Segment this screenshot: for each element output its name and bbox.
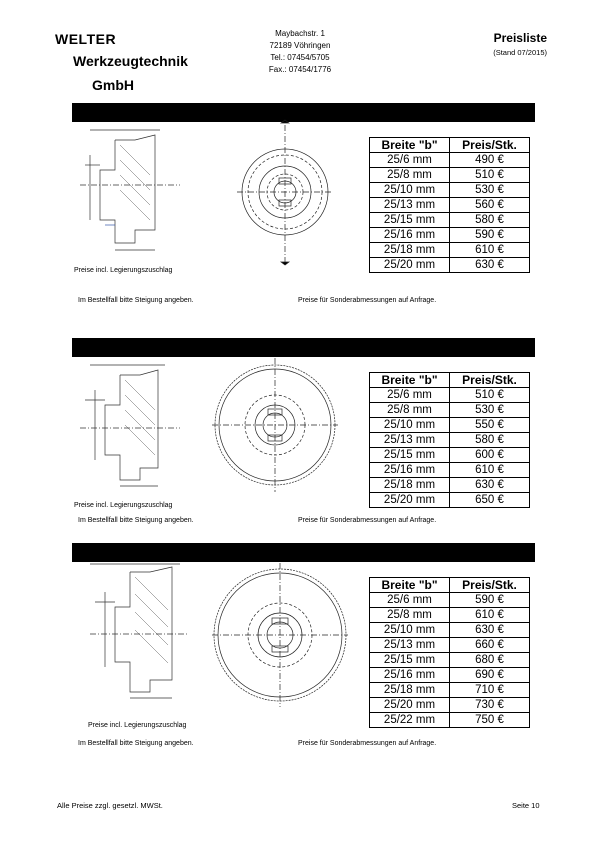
price-cell: 510 € [450,388,530,403]
table-row [370,593,530,608]
table-row [370,463,530,478]
special-size-note: Preise für Sonderabmessungen auf Anfrage. [298,297,437,304]
table-row [370,258,530,273]
price-cell: 630 € [450,258,530,273]
document-title: Preisliste [493,31,547,45]
pitch-note: Im Bestellfall bitte Steigung angeben. [78,740,194,747]
price-cell: 610 € [450,608,530,623]
price-cell: 560 € [450,198,530,213]
company-legal-form: GmbH [92,77,134,93]
table-row [370,448,530,463]
price-cell: 730 € [450,698,530,713]
price-cell: 530 € [450,403,530,418]
width-cell: 25/6 mm [370,593,450,608]
width-cell: 25/6 mm [370,153,450,168]
price-cell: 610 € [450,243,530,258]
table-row [370,388,530,403]
disc-drawing [210,355,340,495]
disc-drawing [235,120,335,270]
price-cell: 610 € [450,463,530,478]
table-row [370,153,530,168]
price-cell: 630 € [450,623,530,638]
address-city: 72189 Vöhringen [269,41,331,50]
address-fax: Fax.: 07454/1776 [268,65,332,74]
price-cell: 590 € [450,228,530,243]
table-row [370,183,530,198]
price-cell: 680 € [450,653,530,668]
price-table [369,372,530,508]
width-cell: 25/16 mm [370,228,450,243]
table-row [370,638,530,653]
cross-section-drawing [70,125,185,255]
document-date: (Stand 07/2015) [493,48,547,57]
table-row [370,653,530,668]
width-cell: 25/13 mm [370,638,450,653]
width-cell: 25/8 mm [370,403,450,418]
table-header-row [370,578,530,593]
width-cell: 25/22 mm [370,713,450,728]
price-cell: 510 € [450,168,530,183]
width-cell: 25/8 mm [370,168,450,183]
price-cell: 650 € [450,493,530,508]
column-header-width: Breite "b" [370,578,450,593]
price-cell: 690 € [450,668,530,683]
width-cell: 25/20 mm [370,258,450,273]
address-street: Maybachstr. 1 [275,29,325,38]
table-row [370,478,530,493]
width-cell: 25/13 mm [370,433,450,448]
table-row [370,228,530,243]
width-cell: 25/18 mm [370,243,450,258]
price-cell: 710 € [450,683,530,698]
width-cell: 25/15 mm [370,653,450,668]
width-cell: 25/10 mm [370,183,450,198]
price-table [369,577,530,728]
table-row [370,403,530,418]
pitch-note: Im Bestellfall bitte Steigung angeben. [78,297,194,304]
width-cell: 25/15 mm [370,448,450,463]
special-size-note: Preise für Sonderabmessungen auf Anfrage. [298,740,437,747]
cross-section-drawing [70,360,185,490]
width-cell: 25/10 mm [370,418,450,433]
table-row [370,213,530,228]
width-cell: 25/16 mm [370,668,450,683]
width-cell: 25/18 mm [370,478,450,493]
alloy-note: Preise incl. Legierungszuschlag [74,267,173,274]
table-row [370,608,530,623]
width-cell: 25/15 mm [370,213,450,228]
table-row [370,623,530,638]
price-cell: 530 € [450,183,530,198]
table-row [370,433,530,448]
table-row [370,698,530,713]
price-cell: 750 € [450,713,530,728]
price-cell: 550 € [450,418,530,433]
price-cell: 660 € [450,638,530,653]
address-phone: Tel.: 07454/5705 [270,53,330,62]
width-cell: 25/8 mm [370,608,450,623]
table-row [370,683,530,698]
price-cell: 490 € [450,153,530,168]
column-header-price: Preis/Stk. [450,373,530,388]
disc-drawing [210,560,350,710]
width-cell: 25/10 mm [370,623,450,638]
price-cell: 580 € [450,213,530,228]
company-subtitle: Werkzeugtechnik [73,53,188,69]
width-cell: 25/20 mm [370,698,450,713]
table-row [370,713,530,728]
special-size-note: Preise für Sonderabmessungen auf Anfrage. [298,517,437,524]
width-cell: 25/20 mm [370,493,450,508]
alloy-note: Preise incl. Legierungszuschlag [88,722,187,729]
vat-note: Alle Preise zzgl. gesetzl. MWSt. [57,801,163,810]
column-header-price: Preis/Stk. [450,578,530,593]
pitch-note: Im Bestellfall bitte Steigung angeben. [78,517,194,524]
width-cell: 25/6 mm [370,388,450,403]
company-address [240,28,360,76]
table-row [370,168,530,183]
table-header-row [370,138,530,153]
table-row [370,668,530,683]
width-cell: 25/13 mm [370,198,450,213]
table-row [370,493,530,508]
cross-section-drawing [80,562,190,702]
table-row [370,418,530,433]
column-header-price: Preis/Stk. [450,138,530,153]
price-cell: 600 € [450,448,530,463]
table-row [370,243,530,258]
price-cell: 580 € [450,433,530,448]
price-cell: 630 € [450,478,530,493]
company-name: WELTER [55,31,117,47]
page-number: Seite 10 [512,801,540,810]
width-cell: 25/16 mm [370,463,450,478]
table-header-row [370,373,530,388]
column-header-width: Breite "b" [370,138,450,153]
column-header-width: Breite "b" [370,373,450,388]
width-cell: 25/18 mm [370,683,450,698]
price-table [369,137,530,273]
table-row [370,198,530,213]
price-cell: 590 € [450,593,530,608]
alloy-note: Preise incl. Legierungszuschlag [74,502,173,509]
